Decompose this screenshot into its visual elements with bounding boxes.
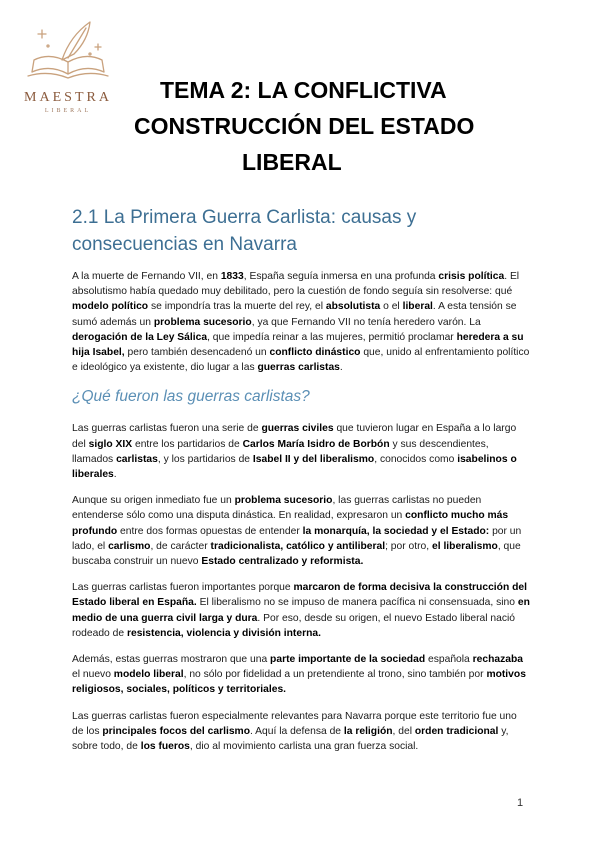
bold-term: carlismo [108, 540, 151, 552]
page-title [130, 72, 570, 180]
paragraph: A la muerte de Fernando VII, en 1833, España seguía inmersa en una profunda crisis política. El absolutismo había quedado muy debilitado, pero la cuestión de fondo seguía sin resolverse: qué modelo político se impondría tras la muerte del rey, el absolutista o el liberal. A esta tensión se sumó además un problema sucesorio, ya que Fernando VII no tenía heredero varón. La derogación de la Ley Sálica, que impedía reinar a las mujeres, permitió proclamar heredera a su hija Isabel, pero también desencadenó un conflicto dinástico que, unido al enfrentamiento político e ideológico ya existente, dio lugar a las guerras carlistas. [72, 271, 530, 374]
bold-term: marcaron de forma decisiva la construcción del Estado liberal en España. [72, 582, 527, 609]
bold-term: modelo político [72, 301, 149, 313]
bold-term: principales focos del carlismo [102, 725, 250, 737]
title-line-2: CONSTRUCCIÓN DEL ESTADO [134, 113, 475, 139]
bold-term: parte importante de la sociedad [270, 654, 426, 666]
bold-term: isabelinos o liberales [72, 453, 517, 481]
subheading: ¿Qué fueron las guerras carlistas? [72, 388, 310, 406]
paragraph: Además, estas guerras mostraron que una parte importante de la sociedad española rechazaba el nuevo modelo liberal, no sólo por fidelidad a un pretendiente al trono, sino también por motivos religiosos, sociales, políticos y territoriales. [72, 654, 526, 696]
bold-term: carlistas [116, 453, 158, 465]
title-line-1: TEMA 2: LA CONFLICTIVA [160, 77, 447, 103]
bold-term: liberal [402, 301, 433, 313]
bold-term: guerras civiles [261, 423, 334, 435]
section-heading: 2.1 La Primera Guerra Carlista: causas y consecuencias en Navarra [72, 207, 417, 255]
bold-term: orden tradicional [414, 725, 499, 737]
book-feather-icon [18, 14, 118, 90]
bold-term: crisis política [438, 271, 505, 282]
logo-subtitle: LIBERAL [44, 108, 92, 114]
logo [18, 14, 118, 114]
bold-term: resistencia, violencia y división interna. [126, 627, 321, 639]
bold-term: conflicto dinástico [269, 347, 361, 359]
bold-term: guerras carlistas [257, 362, 340, 374]
page-number: 1 [517, 797, 524, 809]
paragraph: Las guerras carlistas fueron especialmente relevantes para Navarra porque este territorio fue uno de los principales focos del carlismo. Aquí la defensa de la religión, del orden tradicional y, sobre todo, de los fueros, dio al movimiento carlista una gran fuerza social. [72, 710, 517, 753]
bold-term: el liberalismo [432, 540, 498, 552]
bold-term: problema sucesorio [234, 495, 333, 507]
bold-term: heredera a su hija Isabel, [72, 331, 524, 359]
bold-term: los fueros [140, 741, 190, 753]
bold-term: la monarquía, la sociedad y el Estado: [302, 525, 490, 537]
bold-term: en medio de una guerra civil larga y dura [72, 597, 530, 624]
bold-term: la religión [343, 725, 393, 737]
document-body [72, 204, 530, 765]
bold-term: derogación de la Ley Sálica [72, 331, 208, 343]
bold-term: 1833 [220, 271, 244, 282]
bold-term: siglo XIX [88, 438, 133, 450]
bold-term: tradicionalista, católico y antiliberal [210, 540, 386, 552]
logo-name: MAESTRA [24, 90, 112, 105]
bold-term: modelo liberal [113, 669, 184, 681]
bold-term: problema sucesorio [153, 316, 252, 328]
bold-term: motivos religiosos, sociales, políticos y territoriales. [72, 669, 526, 696]
bold-term: conflicto mucho más profundo [72, 510, 509, 537]
bold-term: Carlos María Isidro de Borbón [242, 438, 390, 450]
bold-term: absolutista [325, 301, 381, 313]
bold-term: rechazaba [472, 654, 524, 666]
title-line-3: LIBERAL [242, 149, 342, 175]
paragraph: Las guerras carlistas fueron una serie de guerras civiles que tuvieron lugar en España a lo largo del siglo XIX entre los partidarios de Carlos María Isidro de Borbón y sus descendientes, llamados carlistas, y los partidarios de Isabel II y del liberalismo, conocidos como isabelinos o liberales. [72, 423, 517, 481]
paragraph: Aunque su origen inmediato fue un problema sucesorio, las guerras carlistas no pueden entenderse sólo como una disputa dinástica. En realidad, expresaron un conflicto mucho más profundo entre dos formas opuestas de entender la monarquía, la sociedad y el Estado: por un lado, el carlismo, de carácter tradicionalista, católico y antiliberal; por otro, el liberalismo, que buscaba construir un nuevo Estado centralizado y reformista. [72, 495, 522, 568]
bold-term: Isabel II y del liberalismo [252, 453, 375, 465]
bold-term: Estado centralizado y reformista. [201, 556, 364, 568]
paragraph: Las guerras carlistas fueron importantes porque marcaron de forma decisiva la construcción del Estado liberal en España. El liberalismo no se impuso de manera pacífica ni consensuada, sino en medio de una guerra civil larga y dura. Por eso, desde su origen, el nuevo Estado liberal nació rodeado de resistencia, violencia y división interna. [72, 582, 530, 639]
